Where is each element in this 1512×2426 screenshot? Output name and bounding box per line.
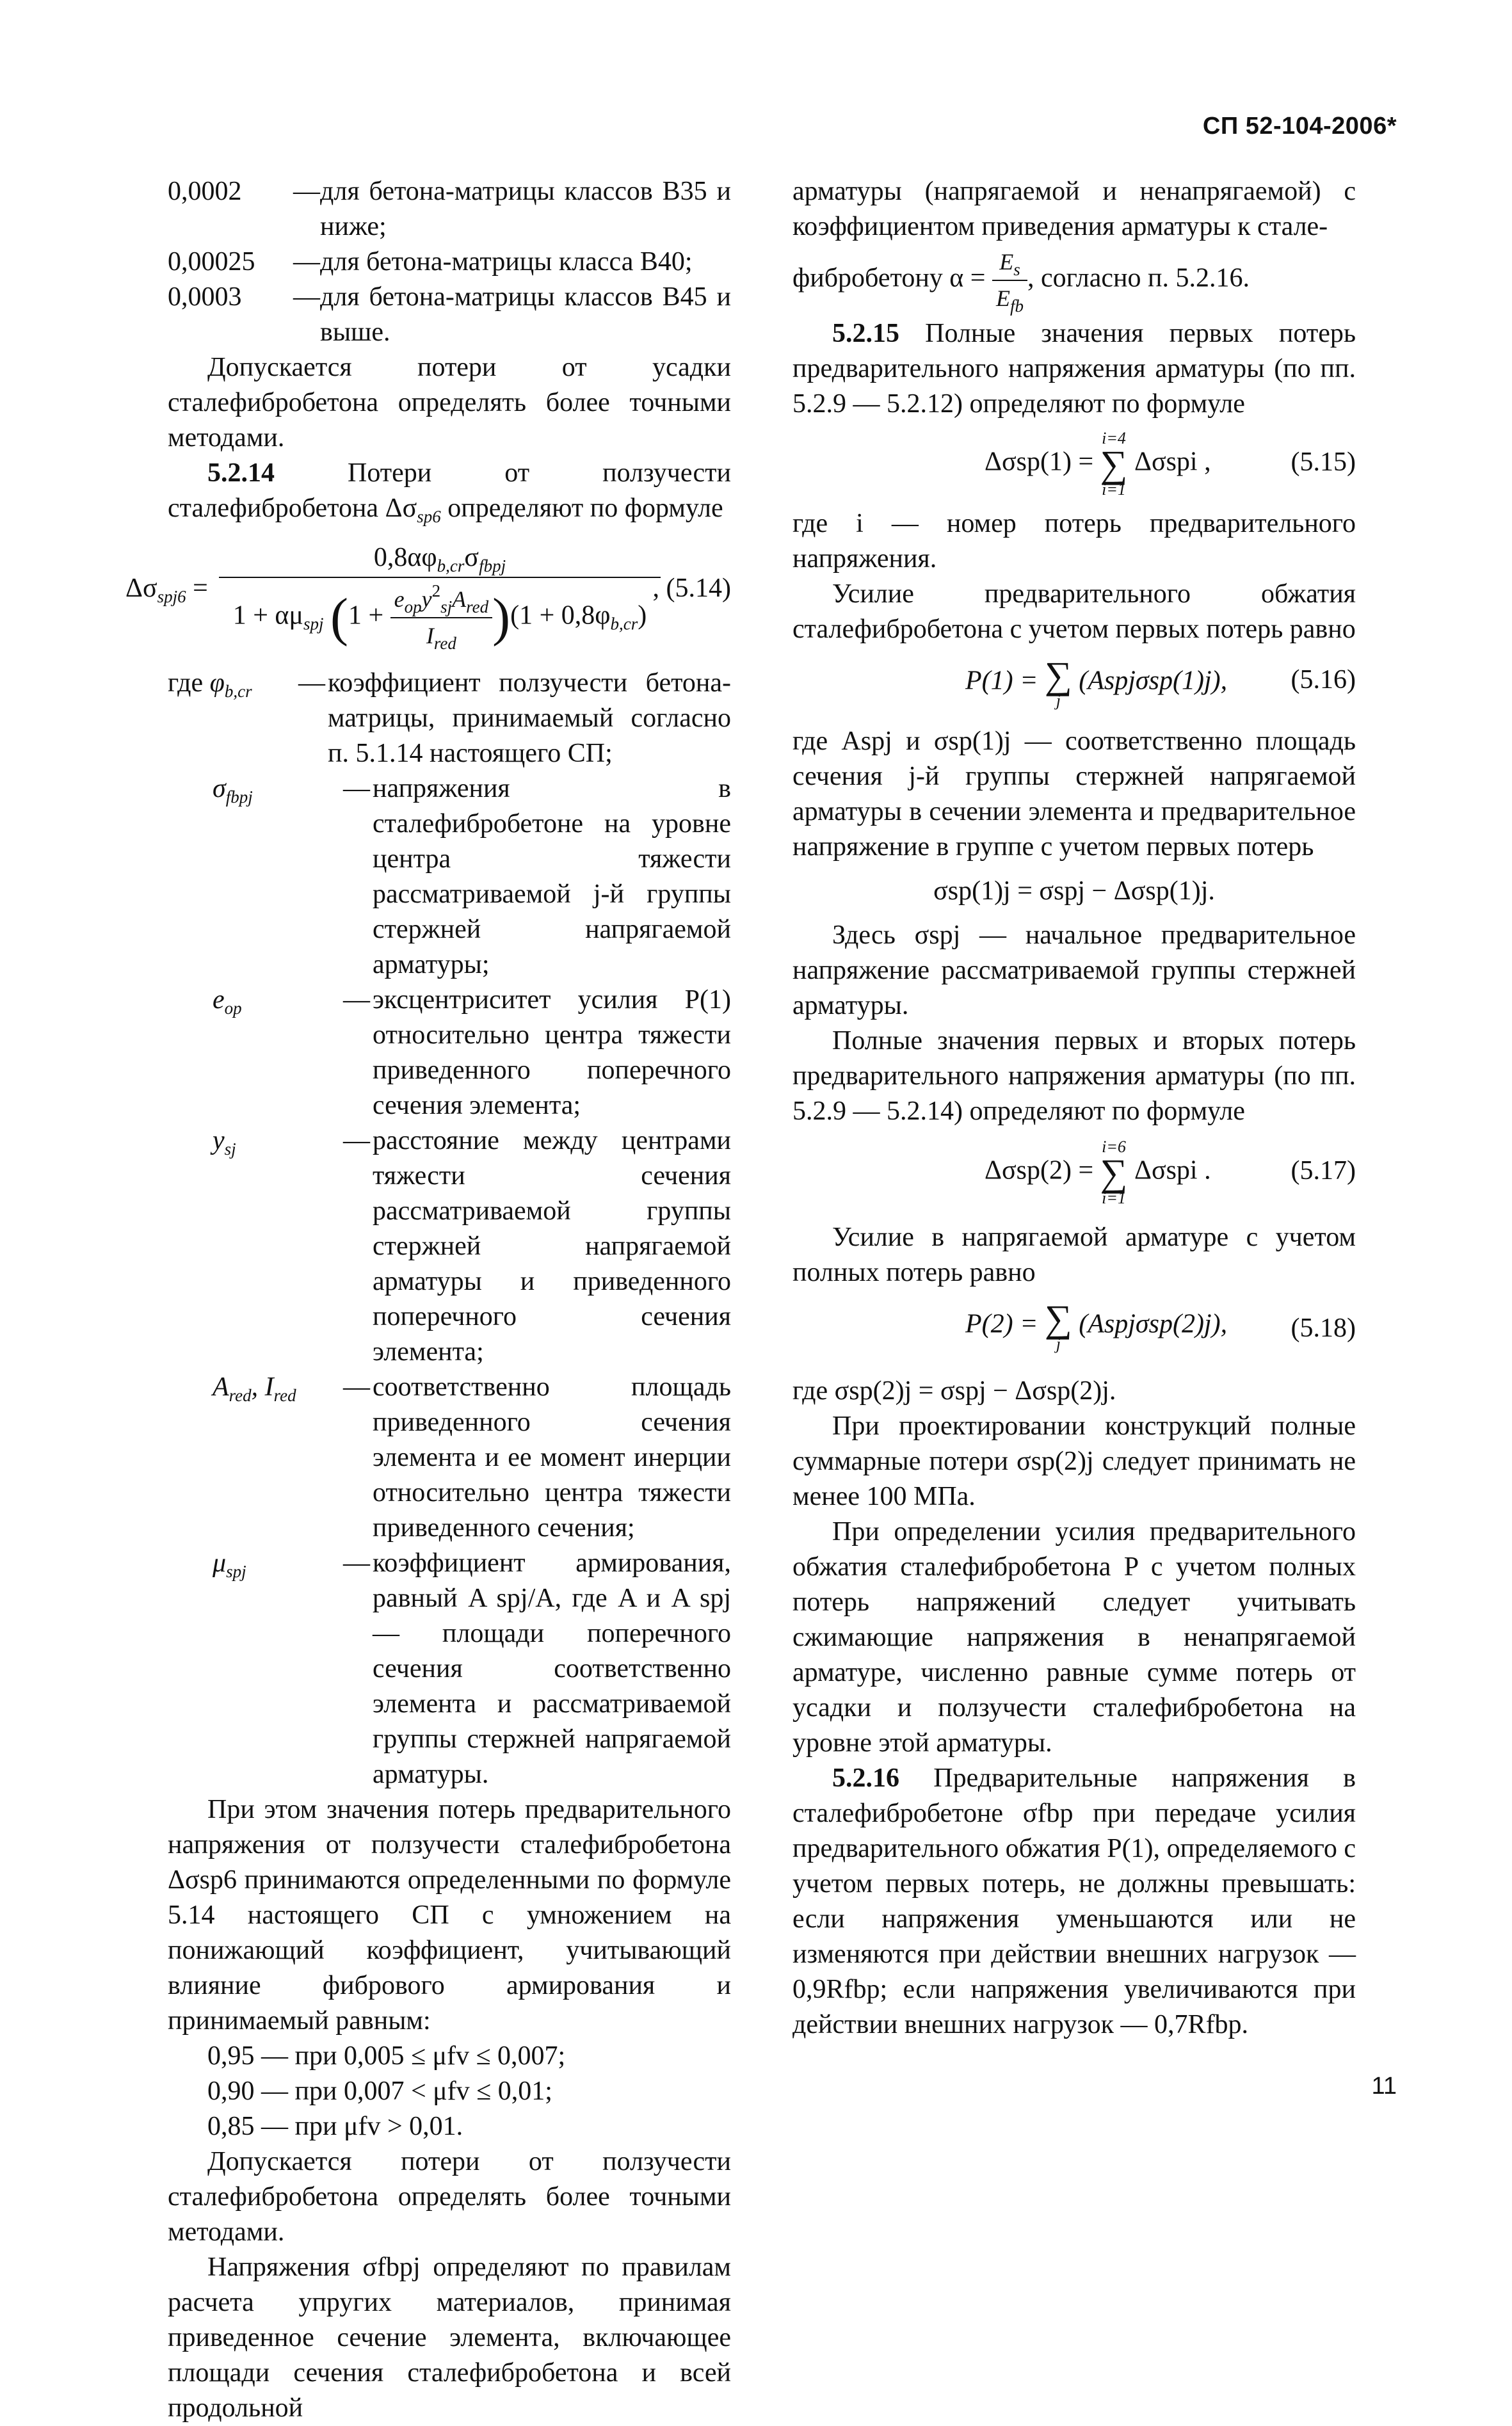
formula-number: (5.18) — [1291, 1313, 1356, 1343]
alpha-fraction: $\frac{E_s}{E_{fb}}$ — [992, 245, 1027, 316]
paragraph-continuation: арматуры (напрягаемой и ненапрягаемой) с коэффициентом приведения арматуры к стале- фибробетону α = $\frac{E_s}{E_{fb}}$ , согласно п. 5.2.16. — [792, 177, 1356, 316]
paragraph-design: При проектировании конструкций полные суммарные потери σsp(2)j следует принимать не менее 100 МПа. — [792, 1411, 1356, 1511]
formula-number: (5.17) — [1291, 1156, 1356, 1185]
shrink-text: для бетона-матрицы классов В45 и выше. — [320, 282, 731, 347]
paragraph-compress: При определении усилия предварительного обжатия сталефибробетона P с учетом полных потерь напряжений следует учитывать сжимающие напряжения в ненапрягаемой арматуре, численно равные сумме потерь от усадки и ползучести сталефибробетона на уровне этой арматуры. — [792, 1517, 1356, 1758]
formula-5-17: Δσsp(2) = i=6 ∑ i=1 Δσspi . (5.17) — [985, 1137, 1356, 1207]
where-text: коэффициент армирования, равный A spj/A, где A и A spj — площади поперечного сечения соответственно элемента и рассматриваемой группы стержней напрягаемой арматуры. — [373, 1548, 731, 1789]
formula-5-16: P(1) = ∑ j (Aspjσsp(1)j), (5.16) — [965, 654, 1356, 710]
where-item: $A_{red}$, $I_{red}$ — соответственно площадь приведенного сечения элемента и ее момент инерции относительно центра тяжести приведенного сечения; — [168, 1370, 731, 1546]
formula-5-15: Δσsp(1) = i=4 ∑ i=1 Δσspi , (5.15) — [985, 429, 1356, 499]
shrink-item: 0,00025 — для бетона-матрицы класса В40; — [168, 245, 731, 280]
formula-number: (5.14) — [666, 574, 731, 603]
shrink-text: для бетона-матрицы классов В35 и ниже; — [320, 177, 731, 241]
paragraph-force-full: Усилие в напрягаемой арматуре с учетом полных потерь равно — [792, 1223, 1356, 1287]
sum-symbol: i=4 ∑ i=1 — [1100, 429, 1128, 499]
factor-item: 0,90 — при 0,007 < μfv ≤ 0,01; — [207, 2077, 552, 2106]
formula-sigma-first: σsp(1)j = σspj − Δσsp(1)j. — [933, 876, 1215, 906]
shrink-value: 0,0003 — [168, 282, 242, 312]
where-text: эксцентриситет усилия P(1) относительно центра тяжести приведенного поперечного сечения элемента; — [373, 985, 731, 1120]
where-text: соответственно площадь приведенного сечения элемента и ее момент инерции относительно центра тяжести приведенного сечения; — [373, 1372, 731, 1543]
where-item: где $\varphi_{b,cr}$ — коэффициент ползучести бетона-матрицы, принимаемый согласно п. 5.1.14 настоящего СП; — [168, 666, 731, 771]
paragraph-creep-factor: При этом значения потерь предварительного напряжения от ползучести сталефибробетона Δσsp6 принимаются определенными по формуле 5.14 настоящего СП с умножением на понижающий коэффициент, учитывающий влияние фибрового армирования и принимаемый равным: — [168, 1795, 731, 2036]
section-5-2-16: 5.2.16 Предварительные напряжения в сталефибробетоне σfbp при передаче усилия предварительного обжатия P(1), определяемого с учетом первых потерь, не должны превышать: если напряжения уменьшаются или не изменяются при действии внешних нагрузок — 0,9Rfbp; если напряжения увеличиваются при действии внешних нагрузок — 0,7Rfbp. — [792, 1763, 1356, 2039]
section-number: 5.2.16 — [832, 1763, 899, 1793]
page-number: 11 — [1371, 2073, 1397, 2100]
where-i: где i — номер потерь предварительного напряжения. — [792, 509, 1356, 574]
formula-5-14: $\Delta\sigma_{spj6}$ = $0,8\alpha\varphi_{b,cr}\sigma_{fbpj}$ $1 + \alpha\mu_{spj}$ (1 + $\frac{e_{op}y^2_{sj}A_{red}}{I_{red}}$ )$(1 + 0,8\varphi_{b,cr})$ , (5.14) — [168, 540, 731, 649]
factor-item: 0,85 — при μfv > 0,01. — [207, 2112, 463, 2141]
section-number: 5.2.15 — [832, 319, 899, 348]
section-number: 5.2.14 — [207, 458, 275, 488]
shrink-text: для бетона-матрицы класса В40; — [320, 247, 693, 277]
factor-item: 0,95 — при 0,005 ≤ μfv ≤ 0,007; — [207, 2041, 566, 2071]
shrink-item: 0,0002 — для бетона-матрицы классов В35 и ниже; — [168, 174, 731, 245]
paragraph-here: Здесь σspj — начальное предварительное напряжение рассматриваемой группы стержней арматуры. — [792, 920, 1356, 1020]
section-5-2-15: 5.2.15 Полные значения первых потерь предварительного напряжения арматуры (по пп. 5.2.9 — 5.2.12) определяют по формуле — [792, 319, 1356, 419]
document-code: СП 52-104-2006* — [1202, 113, 1397, 140]
formula-number: (5.16) — [1291, 665, 1356, 695]
shrink-value: 0,00025 — [168, 247, 255, 277]
formula-5-18: P(2) = ∑ j (Aspjσsp(2)j), (5.18) — [965, 1297, 1356, 1353]
fraction-5-14: $0,8\alpha\varphi_{b,cr}\sigma_{fbpj}$ $1 + \alpha\mu_{spj}$ (1 + $\frac{e_{op}y^2_{sj}A_{red}}{I_{red}}$ )$(1 + 0,8\varphi_{b,cr})$ — [219, 540, 661, 654]
paragraph-where-518: где σsp(2)j = σspj − Δσsp(2)j. — [792, 1376, 1116, 1406]
paragraph-stress: Напряжения σfbpj определяют по правилам расчета упругих материалов, принимая приведенное сечение элемента, включающее площади сечения сталефибробетона и всей продольной — [168, 2253, 731, 2423]
where-item: $e_{op}$ — эксцентриситет усилия P(1) относительно центра тяжести приведенного поперечного сечения элемента; — [168, 983, 731, 1123]
formula-number: (5.15) — [1291, 447, 1356, 477]
left-column — [125, 174, 731, 2426]
paragraph-full-losses: Полные значения первых и вторых потерь предварительного напряжения арматуры (по пп. 5.2.9 — 5.2.14) определяют по формуле — [792, 1026, 1356, 1126]
right-column — [792, 174, 1356, 2043]
where-text: коэффициент ползучести бетона-матрицы, принимаемый согласно п. 5.1.14 настоящего СП; — [328, 668, 731, 768]
paragraph-shrink-precise: Допускается потери от усадки сталефибробетона определять более точными методами. — [168, 353, 731, 453]
where-item: $\mu_{spj}$ — коэффициент армирования, равный A spj/A, где A и A spj — площади поперечного сечения соответственно элемента и рассматриваемой группы стержней напрягаемой арматуры. — [168, 1546, 731, 1792]
section-5-2-14: 5.2.14 Потери от ползучести сталефибробетона $\Delta\sigma_{sp6}$ определяют по формуле — [168, 458, 731, 526]
where-text: напряжения в сталефибробетоне на уровне центра тяжести рассматриваемой j-й группы стержней напрягаемой арматуры; — [373, 774, 731, 979]
where-text: расстояние между центрами тяжести сечения рассматриваемой группы стержней напрягаемой арматуры и приведенного поперечного сечения элемента; — [373, 1126, 731, 1367]
where-item: $y_{sj}$ — расстояние между центрами тяжести сечения рассматриваемой группы стержней напрягаемой арматуры и приведенного поперечного сечения элемента; — [168, 1123, 731, 1370]
shrink-item: 0,0003 — для бетона-матрицы классов В45 и выше. — [168, 280, 731, 350]
paragraph-creep-precise: Допускается потери от ползучести сталефибробетона определять более точными методами. — [168, 2147, 731, 2247]
shrink-value: 0,0002 — [168, 177, 242, 206]
where-item: $\sigma_{fbpj}$ — напряжения в сталефибробетоне на уровне центра тяжести рассматриваемой j-й группы стержней напрягаемой арматуры; — [168, 771, 731, 983]
paragraph-where-516: где Aspj и σsp(1)j — соответственно площадь сечения j-й группы стержней напрягаемой арматуры в сечении элемента и предварительное напряжение в группе с учетом первых потерь — [792, 727, 1356, 862]
paragraph-force-first: Усилие предварительного обжатия сталефибробетона с учетом первых потерь равно — [792, 579, 1356, 644]
